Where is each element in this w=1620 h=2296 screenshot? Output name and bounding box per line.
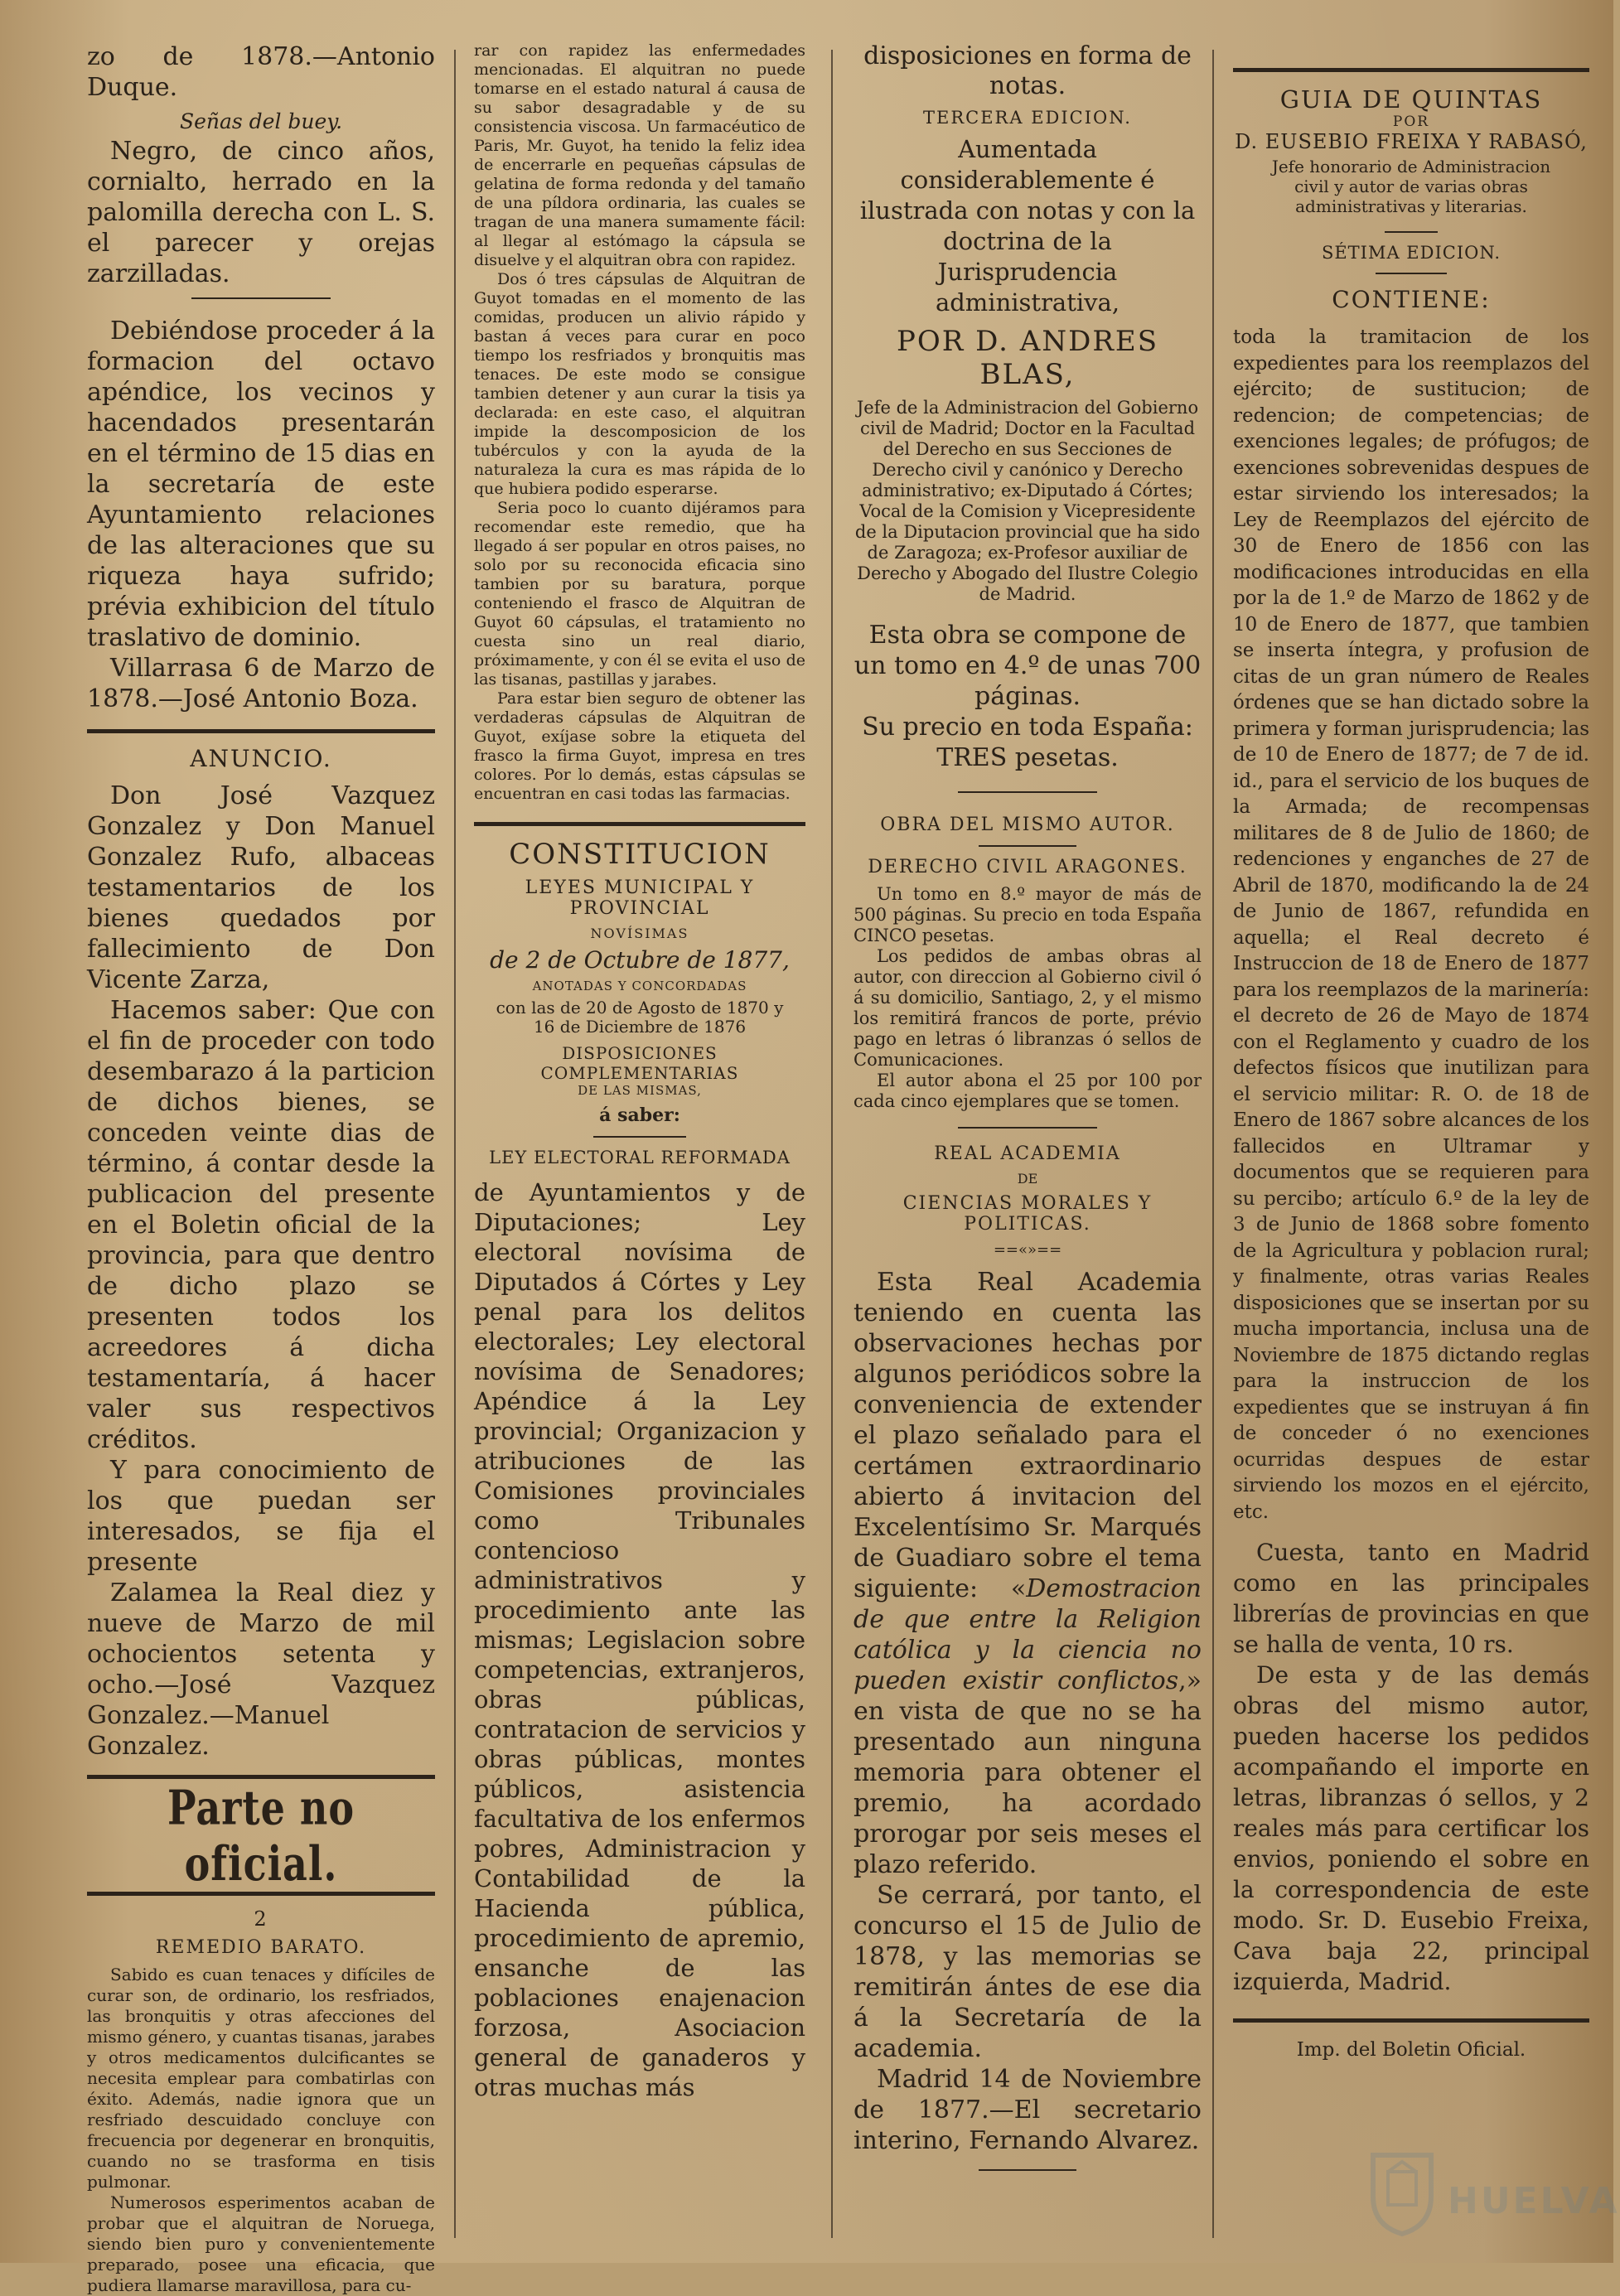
anuncio-text: Hacemos saber: Que con el fin de proceder con todo desembarazo á la particion de dichos bienes, se conceden veinte dias de término, á contar desde la publicacion del presente en el Boletin oficial de la provincia, para que dentro de dicho plazo se presenten todos los acreedores á dicha testamentaría, á hacer valer sus respectivos créditos.: [87, 996, 435, 1454]
section-title-parte-no-oficial: Parte no oficial.: [167, 1779, 355, 1892]
edition-label: TERCERA EDICION.: [923, 108, 1132, 128]
constitucion-concordancia: con las de 20 de Agosto de 1870 y 16 de Diciembre de 1876: [496, 998, 784, 1037]
divider: [979, 2169, 1076, 2171]
descuento-text: El autor abona el 25 por 100 por cada cinco ejemplares que se tomen.: [854, 1071, 1202, 1111]
divider-thick: [1233, 68, 1589, 72]
continuation-text: disposiciones en forma de notas.: [863, 41, 1192, 100]
obra-price: Su precio en toda España: TRES pesetas.: [862, 713, 1193, 772]
price-text: Cuesta, tanto en Madrid como en las principales librerías de provincias en que se halla de venta, 10 rs.: [1233, 1539, 1589, 1658]
divider-thick: [87, 1892, 435, 1896]
contiene-text: toda la tramitacion de los expedientes para los reemplazos del ejército; de sustitucion; de redencion; de competencias; de exenciones legales; de prófugos; de exenciones sobrevenidas despues de estar sirviendo los interesados; la Ley de Reemplazos del ejército de 30 de Enero de 1856 con las modificaciones introducidas en ella por la de 1.º de Marzo de 1862 y de 10 de Enero de 1877, que tambien se inserta íntegra, y profusion de citas de un gran número de Reales órdenes que se han dictado sobre la primera y forman jurisprudencia; las de 10 de Enero de 1877; de 7 de id. id., para el servicio de los buques de la Armada; de recompensas militares de 8 de Julio de 1860; de redenciones y enganches de 27 de Abril de 1870, modificando la de 24 de Junio de 1867, refundida en aquella; el Real decreto é Instruccion de 18 de Enero de 1877 para los reemplazos de la marinería: el decreto de 26 de Mayo de 1874 con el Reglamento y cuadro de los defectos físicos que inutilizan para el servicio militar: R. O. de 18 de Enero de 1867 sobre alcances de los fallecidos en Ultramar y documentos que se requieren para su percibo; artículo 6.º de la ley de 3 de Junio de 1868 sobre fomento de la Agricultura y poblacion rural; y finalmente, otras varias Reales disposiciones que se insertan por su mucha importancia, inclusa una de Noviembre de 1875 dictando reglas para la instruccion de los expedientes que se instruyan á fin de conceder ó no exenciones ocurridas despues de estar sirviendo los mozos en el ejército, etc.: [1233, 326, 1589, 1523]
constitucion-title: CONSTITUCION: [509, 838, 771, 871]
guia-author-credentials: Jefe honorario de Administracion civil y autor de varias obras administrativas y literarias.: [1271, 157, 1551, 216]
academia-text: Se cerrará, por tanto, el concurso el 15 de Julio de 1878, y las memorias se remitirán ántes de ese dia á la Secretaría de la academia.: [854, 1881, 1202, 2063]
academia-subtitle: CIENCIAS MORALES Y POLITICAS.: [902, 1193, 1153, 1235]
senas-title: Señas del buey.: [179, 109, 343, 133]
divider-thick: [87, 1775, 435, 1779]
constitucion-date: de 2 de Octubre de 1877,: [490, 946, 790, 974]
anuncio-signature: Zalamea la Real diez y nueve de Marzo de mil ochocientos setenta y ocho.—José Vazquez Gonzalez.—Manuel Gonzalez.: [87, 1578, 435, 1761]
remedio-text: Para estar bien seguro de obtener las verdaderas cápsulas de Alquitran de Guyot, exíjase sobre la etiqueta del frasco la firma Guyot, impresa en tres colores. Por lo demás, estas cápsulas se encuentran en casi todas las farmacias.: [474, 689, 805, 803]
remedio-text: Seria poco lo cuanto dijéramos para recomendar este remedio, que ha llegado á ser popular en otros paises, no solo por su reconocida eficacia sino tambien por su baratura, porque conteniendo el frasco de Alquitran de Guyot 60 cápsulas, el tratamiento no cuesta sino un real diario, próximamente, y con él se evita el uso de las tisanas, pastillas y jarabes.: [474, 499, 805, 689]
remedio-text: Numerosos esperimentos acaban de probar que el alquitran de Noruega, siendo bien puro y convenientemente preparado, posee una eficacia, que pudiera llamarse maravillosa, para cu-: [87, 2192, 435, 2295]
ley-electoral-text: de Ayuntamientos y de Diputaciones; Ley electoral novísima de Diputados á Córtes y Ley penal para los delitos electorales; Ley electoral novísima de Senadores; Apéndice á la Ley provincial; Organizacion y atribuciones de las Comisiones provinciales como Tribunales contencioso administrativos y procedimiento ante las mismas; Legislacion sobre competencias, extranjeros, obras públicas, contratacion de servicios y obras públicas, montes públicos, asistencia facultativa de los enfermos pobres, Administracion y Contabilidad de la Hacienda pública, procedimiento de apremio, ensanche de las poblaciones enajenacion forzosa, Asociacion general de ganaderos y otras muchas más: [474, 1178, 805, 2101]
academia-de: DE: [1017, 1171, 1038, 1187]
column-3: [854, 41, 1202, 2238]
a-saber: á saber:: [599, 1104, 680, 1126]
senas-text: Negro, de cinco años, cornialto, herrado en la palomilla derecha con L. S. el parecer y orejas zarzilladas.: [87, 137, 435, 288]
previous-notice-end: zo de 1878.—Antonio Duque.: [87, 42, 435, 102]
divider: [979, 845, 1076, 847]
article-number: 2: [254, 1907, 268, 1931]
column-2: [474, 41, 805, 2238]
guia-por: POR: [1392, 114, 1430, 130]
mismo-autor-title: OBRA DEL MISMO AUTOR.: [880, 814, 1175, 835]
disposiciones-sub: DE LAS MISMAS,: [578, 1083, 702, 1098]
constitucion-anotadas: ANOTADAS Y CONCORDADAS: [532, 979, 747, 993]
constitucion-novisimas: NOVÍSIMAS: [590, 926, 689, 941]
edition-description: Aumentada considerablemente é ilustrada con notas y con la doctrina de la Jurisprudencia administrativa,: [859, 135, 1196, 317]
remedio-continuation: rar con rapidez las enfermedades mencionadas. El alquitran no puede tomarse en el estado natural á causa de su sabor desagradable y de su consistencia viscosa. Un farmacéutico de Paris, Mr. Guyot, ha tenido la feliz idea de encerrarle en pequeñas cápsulas de gelatina de forma redonda y del tamaño de una píldora ordinaria, las cuales se tragan de una manera sumamente fácil: al llegar al estómago la cápsula se disuelve y el alquitran obra con rapidez.: [474, 41, 805, 269]
divider: [958, 1127, 1097, 1129]
disposiciones-title: DISPOSICIONES COMPLEMENTARIAS: [540, 1043, 739, 1083]
contiene-title: CONTIENE:: [1332, 286, 1491, 313]
stamp-text: HUELVA: [1448, 2180, 1620, 2222]
column-4: [1233, 41, 1589, 2238]
ley-electoral-title: LEY ELECTORAL REFORMADA: [489, 1148, 791, 1167]
anuncio-text: Y para conocimiento de los que puedan ser interesados, se fija el presente: [87, 1456, 435, 1577]
obra-description: Esta obra se compone de un tomo en 4.º de unas 700 páginas.: [854, 621, 1202, 711]
author-credentials: Jefe de la Administracion del Gobierno civil de Madrid; Doctor en la Facultad del Derecho en sus Secciones de Derecho civil y canónico y Derecho administrativo; ex-Diputado á Córtes; Vocal de la Comision y Vicepresidente de la Diputacion provincial que ha sido de Zaragoza; ex-Profesor auxiliar de Derecho y Abogado del Ilustre Colegio de Madrid.: [854, 398, 1201, 604]
anuncio-title: ANUNCIO.: [190, 745, 332, 772]
divider-thick: [1233, 2018, 1589, 2023]
pedidos-text: De esta y de las demás obras del mismo autor, pueden hacerse los pedidos acompañando el importe en letras, libranzas ó sellos, y 2 reales más para certificar los envios, poniendo el sobre en la correspondencia de este modo. Sr. D. Eusebio Freixa, Cava baja 22, principal izquierda, Madrid.: [1233, 1661, 1589, 1995]
remedio-text: Sabido es cuan tenaces y difíciles de curar son, de ordinario, los resfriados, las bronquitis y otras afecciones del mismo género, y cuantas tisanas, jarabes y otros medicamentos dulcificantes se necesita emplear para combatirlas con éxito. Además, nadie ignora que un resfriado descuidado concluye con frecuencia por degenerar en bronquitis, cuando no se trasforma en tisis pulmonar.: [87, 1965, 435, 2192]
divider-thick: [474, 822, 805, 826]
divider: [191, 297, 331, 299]
divider: [593, 1136, 686, 1138]
divider: [1376, 273, 1447, 274]
library-stamp: [1365, 2147, 1620, 2246]
ornament: ==«»==: [993, 1241, 1062, 1259]
divider: [958, 791, 1097, 793]
guia-author: D. EUSEBIO FREIXA Y RABASÓ,: [1235, 130, 1588, 153]
academia-signature: Madrid 14 de Noviembre de 1877.—El secretario interino, Fernando Alvarez.: [854, 2065, 1202, 2155]
pedidos-text: Los pedidos de ambas obras al autor, con direccion al Gobierno civil ó á su domicilio, Santiago, 2, y el mismo los remitirá francos de porte, prévio pago en letras ó libranzas ó sellos de Comunicaciones.: [854, 946, 1202, 1070]
constitucion-subtitle: LEYES MUNICIPAL Y PROVINCIAL: [525, 877, 755, 919]
derecho-civil-title: DERECHO CIVIL ARAGONES.: [868, 857, 1187, 877]
anuncio-text: Don José Vazquez Gonzalez y Don Manuel Gonzalez Rufo, albaceas testamentarios de los bienes quedados por fallecimiento de Don Vicente Zarza,: [87, 781, 435, 994]
column-1: [87, 41, 435, 2295]
tomo-description: Un tomo en 8.º mayor de más de 500 páginas. Su precio en toda España CINCO pesetas.: [854, 884, 1202, 945]
remedio-text: Dos ó tres cápsulas de Alquitran de Guyot tomadas en el momento de las comidas, producen un alivio rápido y bastan á veces para curar en poco tiempo los resfriados y bronquitis mas tenaces. De este modo se consigue tambien detener y aun curar la tisis ya declarada: en este caso, el alquitran impide la descomposicion de los tubérculos y con la ayuda de la naturaleza la cura es mas rápida de lo que hubiera podido esperarse.: [474, 270, 805, 498]
column-divider: [831, 50, 833, 2238]
edition-label: SÉTIMA EDICION.: [1321, 243, 1502, 263]
academia-text: Esta Real Academia teniendo en cuenta las observaciones hechas por algunos periódicos sobre la conveniencia de extender el plazo señalado para el certámen extraordinario abierto á invitacion del Excelentísimo Sr. Marqués de Guadiaro sobre el tema siguiente: «Demostracion de que entre la Religion católica y la ciencia no pueden existir conflictos,» en vista de que no se ha presentado aun ninguna memoria para obtener el premio, ha acordado prorogar por seis meses el plazo referido.: [854, 1268, 1202, 1879]
column-divider: [454, 50, 456, 2238]
apendice-notice: Debiéndose proceder á la formacion del octavo apéndice, los vecinos y hacendados presentarán en el término de 15 dias en la secretaría de este Ayuntamiento relaciones de las alteraciones que su riqueza haya sufrido; prévia exhibicion del título traslativo de dominio.: [87, 317, 435, 652]
imprenta-footer: Imp. del Boletin Oficial.: [1296, 2039, 1526, 2061]
article-title: REMEDIO BARATO.: [155, 1937, 367, 1958]
guia-title: GUIA DE QUINTAS: [1279, 85, 1543, 114]
academia-title: REAL ACADEMIA: [934, 1143, 1121, 1164]
author-line: POR D. ANDRES BLAS,: [896, 325, 1159, 391]
divider: [1385, 231, 1439, 233]
coat-of-arms-icon: [1365, 2147, 1439, 2238]
divider-thick: [87, 729, 435, 733]
apendice-signature: Villarrasa 6 de Marzo de 1878.—José Antonio Boza.: [87, 654, 435, 713]
column-divider: [1212, 50, 1214, 2238]
